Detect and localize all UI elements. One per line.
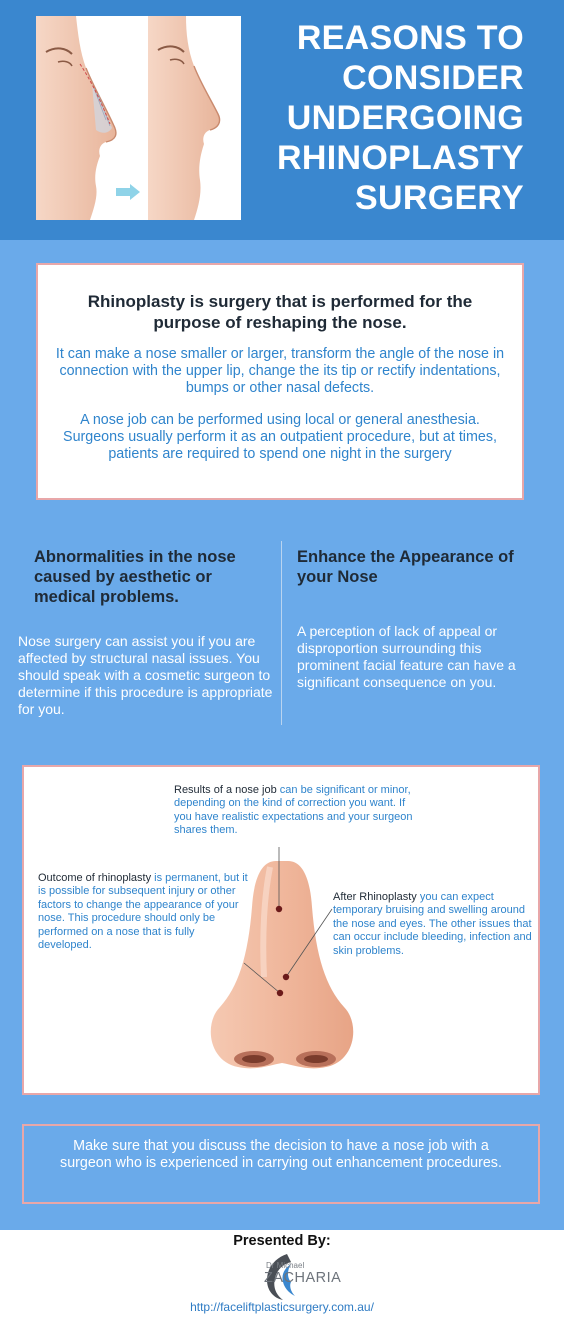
marker-dot	[283, 974, 289, 980]
column-divider	[281, 541, 282, 725]
marker-dot	[276, 906, 282, 912]
title-line: REASONS TO	[296, 19, 524, 57]
content-panel	[0, 240, 564, 1230]
presented-by-label: Presented By:	[233, 1233, 331, 1249]
section-body: A perception of lack of appeal or disproportion surrounding this prominent facial feature can have a significant consequence on you.	[297, 623, 516, 690]
logo-subtitle: Dr Michael	[266, 1261, 305, 1270]
note-text: can be significant or minor, depending on the kind of correction you want. If you have realistic expectations and your surgeon shares them.	[174, 784, 413, 837]
title-line: CONSIDER	[342, 59, 524, 97]
logo-name: ZACHARIA	[264, 1270, 342, 1286]
website-link[interactable]: http://faceliftplasticsurgery.com.au/	[190, 1300, 374, 1314]
advice-text: Make sure that you discuss the decision to have a nose job with a surgeon who is experienced in carrying out enhancement procedures.	[60, 1138, 502, 1171]
before-after-nose-illustration	[36, 16, 241, 220]
title-line: UNDERGOING	[286, 99, 524, 137]
after-rhinoplasty-note	[333, 891, 538, 958]
page-title	[244, 18, 524, 218]
intro-paragraph: A nose job can be performed using local or general anesthesia. Surgeons usually perform it as an outpatient procedure, but at times, patients are required to spend one night in the surgery	[63, 412, 497, 462]
section-heading: Abnormalities in the nose caused by aesthetic or medical problems.	[34, 548, 236, 606]
note-lead: Results of a nose job	[174, 784, 277, 796]
profile-faces-image	[36, 16, 241, 220]
intro-heading: Rhinoplasty is surgery that is performed for the purpose of reshaping the nose.	[87, 292, 473, 332]
section-heading: Enhance the Appearance of your Nose	[297, 548, 514, 586]
footer	[0, 1230, 564, 1322]
note-lead: After Rhinoplasty	[333, 891, 417, 903]
advice-box	[22, 1124, 540, 1204]
abnormalities-section	[18, 547, 276, 718]
title-line: RHINOPLASTY	[277, 139, 524, 177]
outcome-note	[38, 872, 248, 952]
note-lead: Outcome of rhinoplasty	[38, 872, 152, 884]
marker-dot	[277, 990, 283, 996]
nose-diagram-card	[22, 765, 540, 1095]
title-line: SURGERY	[355, 179, 524, 217]
header-banner	[0, 0, 564, 240]
clinic-logo	[226, 1252, 342, 1300]
intro-card	[36, 263, 524, 500]
note-text: is permanent, but it is possible for subsequent injury or other factors to change the appearance of your nose. This procedure should only be performed on a nose that is fully developed.	[38, 872, 248, 952]
enhance-appearance-section	[297, 547, 547, 691]
intro-paragraph: It can make a nose smaller or larger, transform the angle of the nose in connection with the upper lip, change the its tip or rectify indentations, bumps or other nasal defects.	[55, 346, 505, 396]
note-text: you can expect temporary bruising and swelling around the nose and eyes. The other issues that can occur include bleeding, infection and skin problems.	[333, 891, 532, 957]
results-note	[174, 784, 414, 838]
section-body: Nose surgery can assist you if you are affected by structural nasal issues. You should speak with a cosmetic surgeon to determine if this procedure is appropriate for you.	[18, 633, 273, 717]
